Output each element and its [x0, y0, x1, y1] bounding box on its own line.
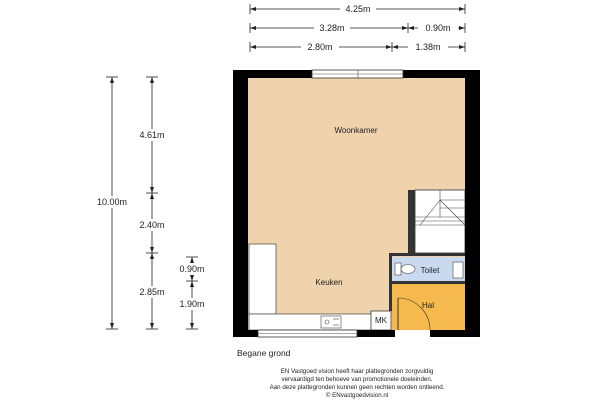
- room-label-mk: MK: [375, 316, 387, 325]
- disclaimer-line-3: Aan deze plattegronden kunnen geen rechten worden ontleend.: [269, 384, 445, 391]
- window-bottom: [258, 330, 357, 337]
- dim-label-width-left-inner: 2.80m: [307, 42, 333, 52]
- dim-label-depth-toilet: 0.90m: [179, 264, 205, 274]
- staircase: [415, 190, 465, 253]
- dim-label-width-right-inner: 1.38m: [415, 42, 441, 52]
- disclaimer-line-2: vervaardigd ten behoeve van promotionele doeleinden.: [281, 376, 433, 383]
- room-label-woonkamer: Woonkamer: [334, 126, 378, 135]
- disclaimer-line-1: EN Vastgoed vision heeft haar plattegronden zorgvuldig: [280, 368, 434, 375]
- dimension-widths-inner: [250, 41, 465, 52]
- dimension-depth-segments: [133, 77, 171, 329]
- dimension-depth-toilet-hal: [173, 257, 211, 329]
- copyright: © ENvastgoedvision.nl: [325, 392, 389, 399]
- kitchen-sink-icon: [321, 316, 341, 328]
- dimension-total-depth: [92, 77, 132, 329]
- dim-label-total-depth: 10.00m: [96, 197, 128, 207]
- dim-label-depth-hal: 1.90m: [179, 299, 205, 309]
- dim-label-total-width: 4.25m: [345, 4, 371, 14]
- dim-label-depth-middle: 2.40m: [139, 220, 165, 230]
- room-label-hal: Hal: [421, 301, 435, 310]
- dimension-total-width: [250, 3, 465, 14]
- dimension-widths-top: [250, 22, 465, 33]
- washbasin-icon: [453, 262, 463, 278]
- floor-name: Begane grond: [237, 348, 291, 358]
- dim-label-width-left: 3.28m: [319, 23, 345, 33]
- window-top: [312, 70, 403, 78]
- dim-label-depth-woonkamer: 4.61m: [139, 130, 165, 140]
- room-label-toilet: Toilet: [420, 266, 440, 275]
- room-label-keuken: Keuken: [315, 278, 343, 287]
- dim-label-depth-lower: 2.85m: [139, 287, 165, 297]
- dim-label-width-right: 0.90m: [425, 23, 451, 33]
